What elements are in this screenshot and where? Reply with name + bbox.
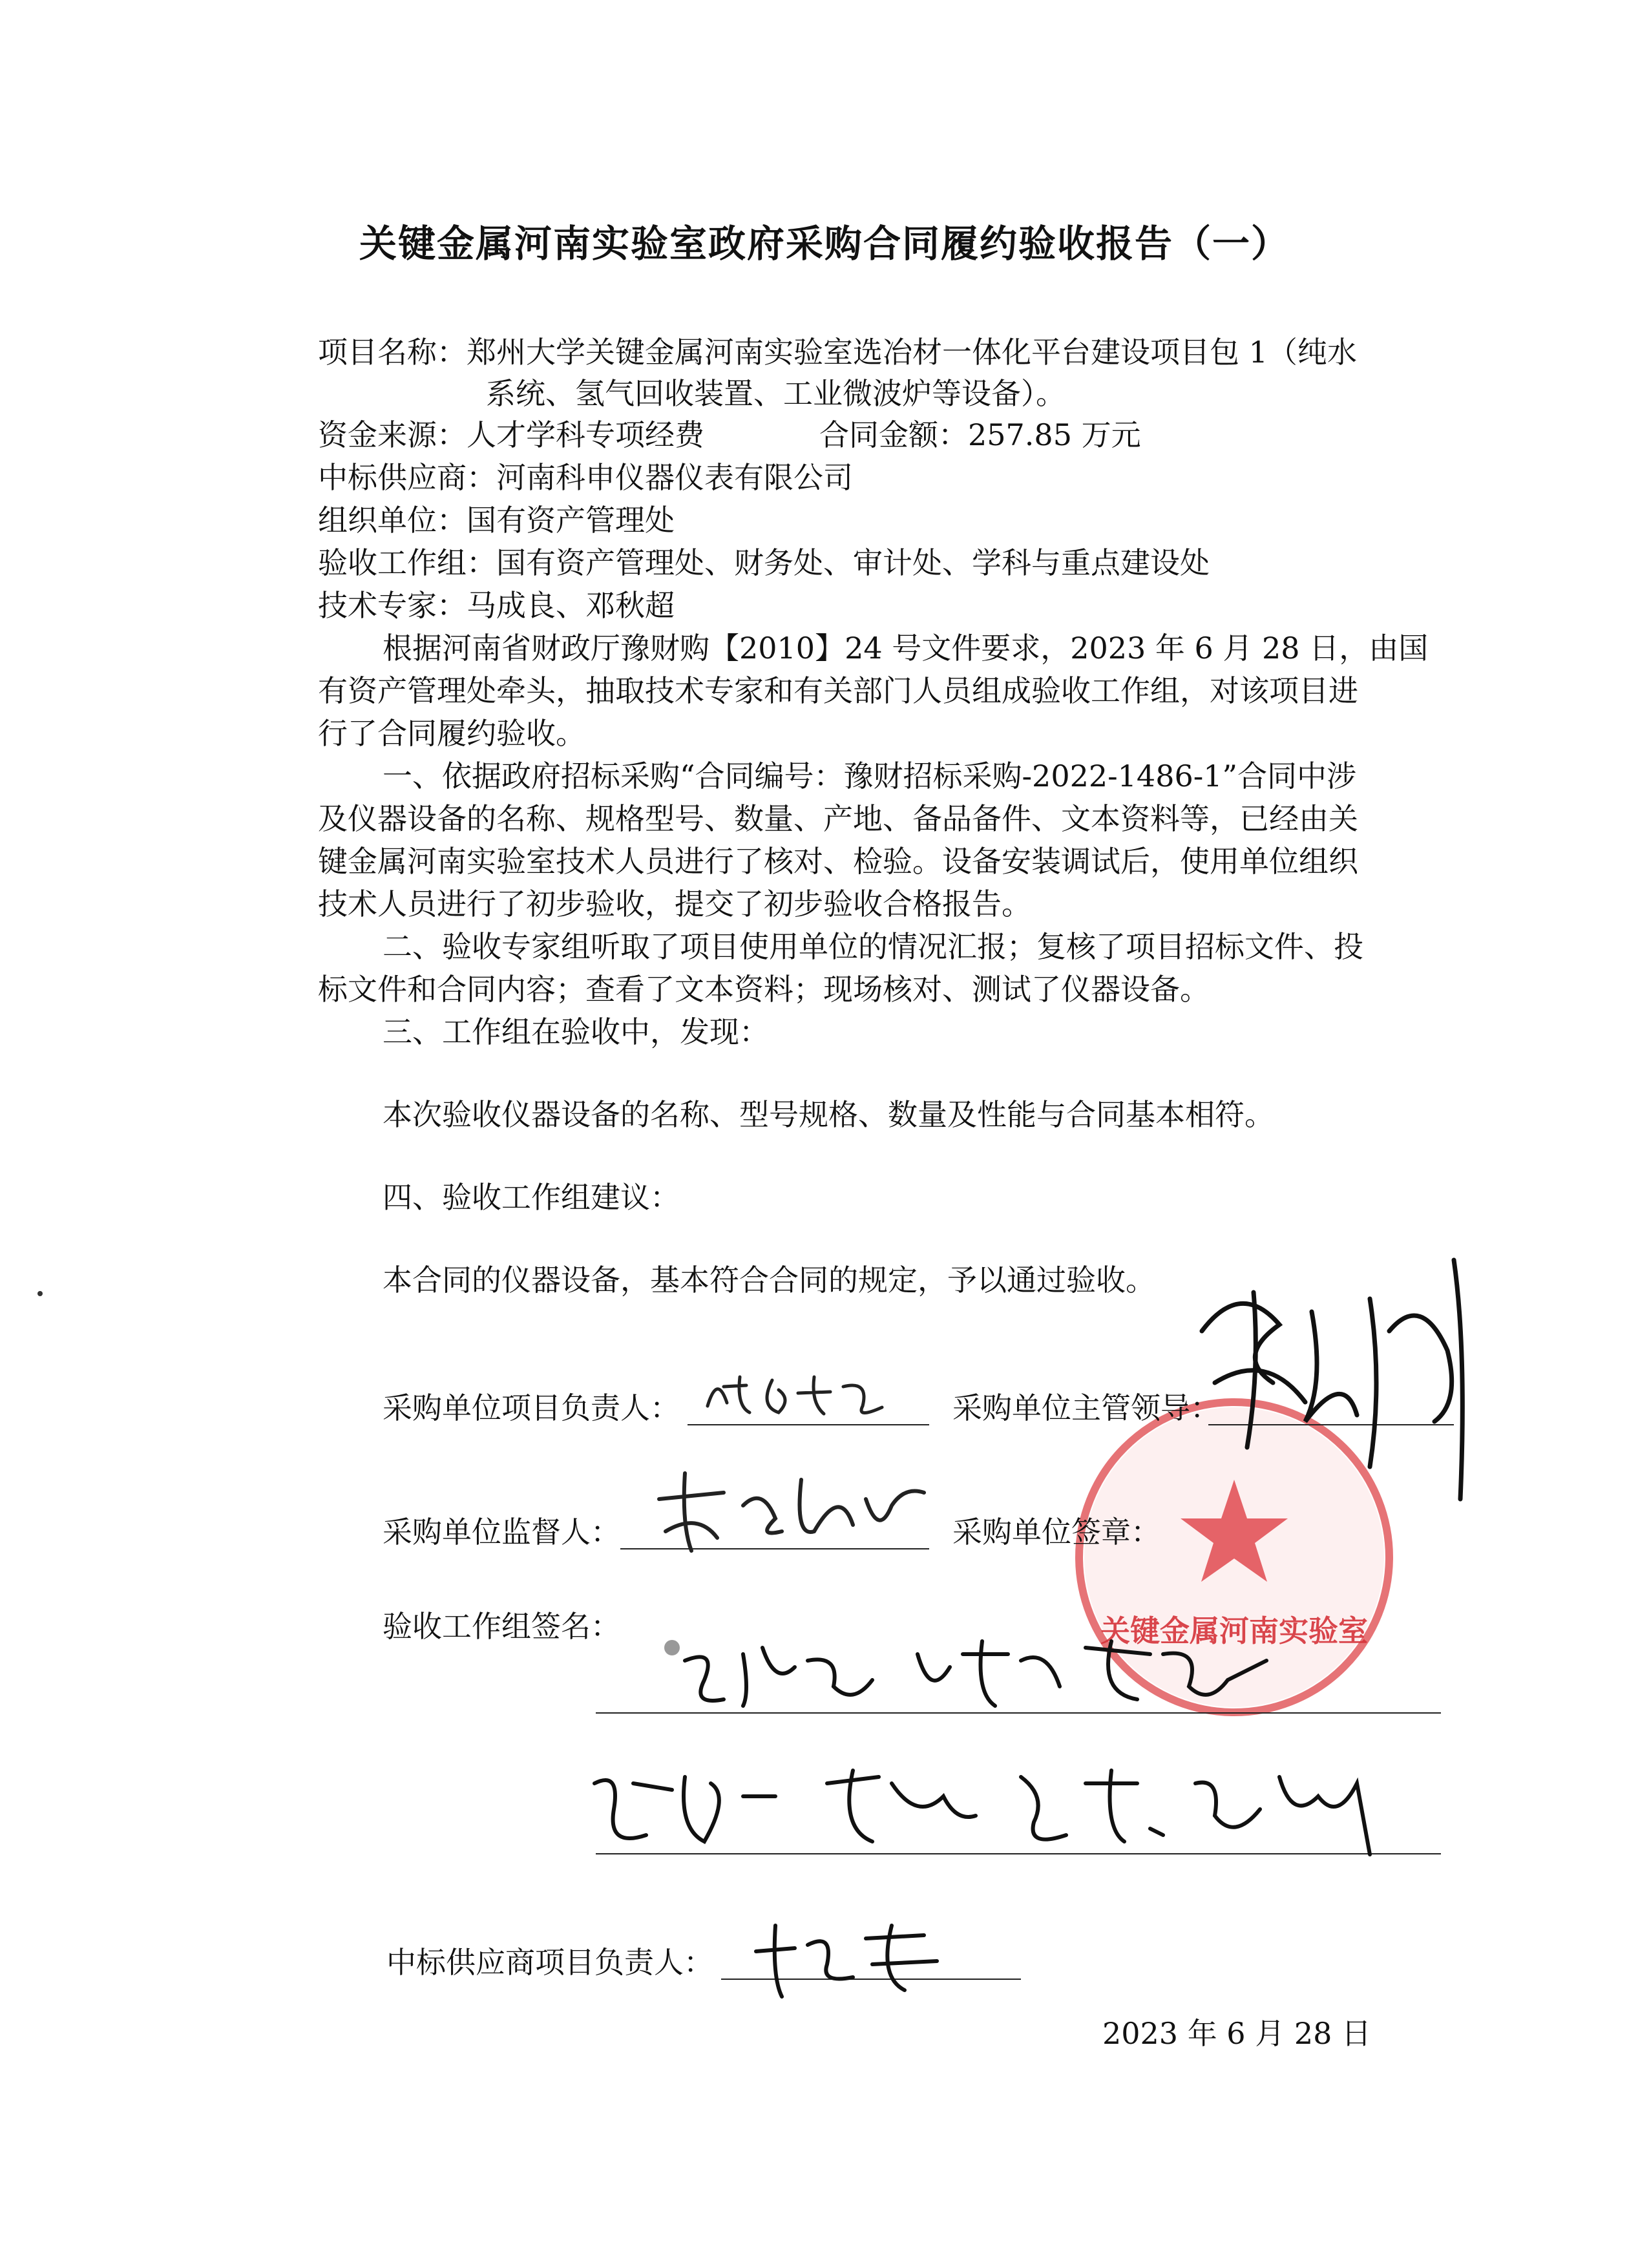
- section4-recommendation: 本合同的仪器设备，基本符合合同的规定，予以通过验收。: [383, 1263, 1155, 1297]
- intro-line-3: 行了合同履约验收。: [318, 716, 585, 751]
- working-group-line: [318, 541, 1210, 584]
- seal-label: 采购单位签章：: [952, 1515, 1161, 1549]
- supplier-leader-label: 中标供应商项目负责人：: [386, 1945, 713, 1980]
- project-leader-label: 采购单位项目负责人：: [383, 1391, 680, 1425]
- supplier-label: 中标供应商：: [318, 460, 496, 495]
- supervisor-leader-signature: [1176, 1254, 1486, 1525]
- intro-line-2: 有资产管理处牵头，抽取技术专家和有关部门人员组成验收工作组，对该项目进: [318, 673, 1358, 708]
- supplier-value: 河南科申仪器仪表有限公司: [496, 460, 853, 495]
- experts-value: 马成良、邓秋超: [467, 588, 675, 623]
- page-title: 关键金属河南实验室政府采购合同履约验收报告（一）: [359, 222, 1290, 266]
- experts-label: 技术专家：: [318, 588, 467, 623]
- section1-line-2: 及仪器设备的名称、规格型号、数量、产地、备品备件、文本资料等，已经由关: [318, 801, 1358, 836]
- funding-value: 人才学科专项经费: [467, 417, 704, 452]
- experts-line: [318, 584, 675, 627]
- section1-line-1: 一、依据政府招标采购“合同编号：豫财招标采购-2022-1486-1”合同中涉: [383, 759, 1357, 793]
- report-date: 2023 年 6 月 28 日: [1102, 2016, 1371, 2051]
- working-group-value: 国有资产管理处、财务处、审计处、学科与重点建设处: [496, 545, 1210, 580]
- supplier-leader-signature: [743, 1913, 976, 2003]
- group-signatures-row-1: [646, 1628, 1292, 1719]
- organizer-line: [318, 499, 675, 541]
- project-name-label: 项目名称：: [318, 335, 467, 370]
- section3-finding: 本次验收仪器设备的名称、型号规格、数量及性能与合同基本相符。: [383, 1097, 1274, 1132]
- project-leader-signature: [701, 1367, 921, 1425]
- section1-line-3: 键金属河南实验室技术人员进行了核对、检验。设备安装调试后，使用单位组织: [318, 844, 1358, 879]
- intro-line-1: 根据河南省财政厅豫财购【2010】24 号文件要求，2023 年 6 月 28 日，由国: [383, 631, 1429, 666]
- project-name-value-1: 郑州大学关键金属河南实验室选冶材一体化平台建设项目包 1（纯水: [467, 335, 1357, 370]
- contract-amount-value: 257.85 万元: [968, 417, 1141, 452]
- scan-dot: [37, 1291, 43, 1296]
- funding-label: 资金来源：: [318, 417, 467, 452]
- organizer-label: 组织单位：: [318, 503, 467, 538]
- section4-heading: 四、验收工作组建议：: [383, 1180, 680, 1215]
- contract-amount-label: 合同金额：: [819, 417, 968, 452]
- contract-amount: [819, 414, 1141, 456]
- project-name-value-2: 系统、氢气回收装置、工业微波炉等设备）。: [486, 376, 1066, 411]
- section2-line-1: 二、验收专家组听取了项目使用单位的情况汇报；复核了项目招标文件、投: [383, 929, 1363, 964]
- seal-org-name: 关键金属河南实验室: [1100, 1613, 1368, 1648]
- monitor-signature: [646, 1460, 943, 1557]
- organizer-value: 国有资产管理处: [467, 503, 675, 538]
- supplier-line: [318, 456, 853, 499]
- section1-line-4: 技术人员进行了初步验收，提交了初步验收合格报告。: [318, 887, 1031, 921]
- project-name-line: [318, 331, 1357, 373]
- supervisor-leader-label: 采购单位主管领导：: [952, 1391, 1220, 1425]
- section3-heading: 三、工作组在验收中，发现：: [383, 1014, 769, 1049]
- funding-line: [318, 414, 704, 456]
- group-signatures-row-2: [582, 1758, 1486, 1861]
- section2-line-2: 标文件和合同内容；查看了文本资料；现场核对、测试了仪器设备。: [318, 972, 1210, 1007]
- group-sign-label: 验收工作组签名：: [383, 1609, 620, 1644]
- working-group-label: 验收工作组：: [318, 545, 496, 580]
- monitor-label: 采购单位监督人：: [383, 1515, 620, 1549]
